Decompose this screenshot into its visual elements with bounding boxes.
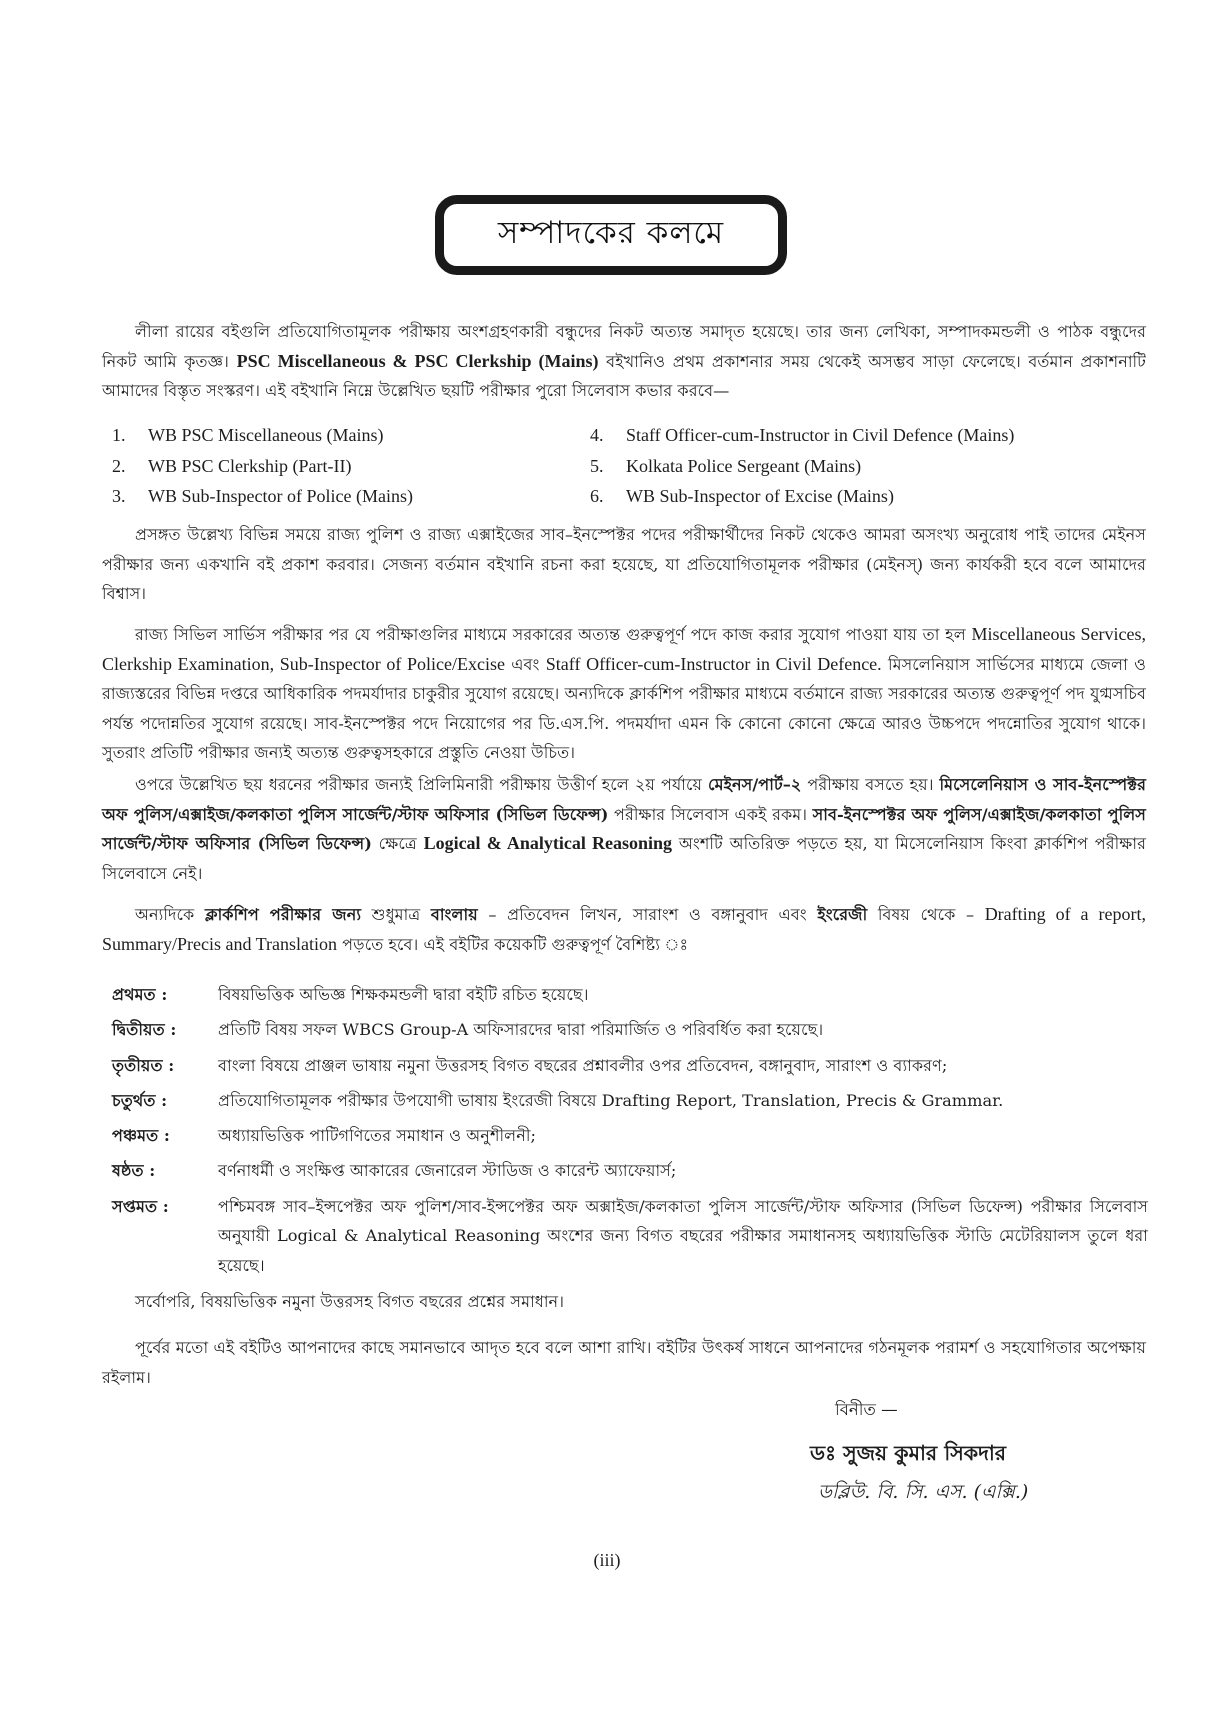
intro-bold-title: PSC Miscellaneous & PSC Clerkship (Mains) <box>236 350 599 371</box>
signature-block <box>810 1397 1090 1510</box>
feature-text: বিষয়ভিত্তিক অভিজ্ঞ শিক্ষকমন্ডলী দ্বারা বইটি রচিত হয়েছে। <box>218 985 589 1004</box>
feature-label: চতুর্থত : <box>112 1090 168 1110</box>
page-title: সম্পাদকের কলমে <box>497 215 725 251</box>
para3-text-2: এবং <box>504 654 546 674</box>
para5-text-5: পড়তে হবে। এই বইটির কয়েকটি গুরুত্বপূর্ণ বৈশিষ্ট্য ঃ <box>337 934 689 954</box>
exam-label: WB Sub-Inspector of Excise (Mains) <box>626 486 894 506</box>
exam-number: 3. <box>112 486 126 506</box>
para4-text-5: অংশটি অতিরিক্ত পড়তে হয়, যা মিসেলেনিয়াস কিংবা ক্লার্কশিপ পরীক্ষার সিলেবাসে নেই। <box>102 834 1147 883</box>
para3-latin-2: Staff Officer-cum-Instructor in Civil Defence. <box>545 653 882 674</box>
exam-item <box>112 481 413 512</box>
para4-text-1: ওপরে উল্লেখিত ছয় ধরনের পরীক্ষার জন্যই প্রিলিমিনারী পরীক্ষায় উত্তীর্ণ হলে ২য় পর্যায়ে <box>135 775 709 794</box>
feature-label: সপ্তমত : <box>112 1196 169 1216</box>
para4-text-3: পরীক্ষার সিলেবাস একই রকম। <box>608 804 813 824</box>
exam-label: Staff Officer-cum-Instructor in Civil Defence (Mains) <box>626 425 1015 445</box>
para3-text-1: রাজ্য সিভিল সার্ভিস পরীক্ষার পর যে পরীক্ষাগুলির মাধ্যমে সরকারের অত্যন্ত গুরুত্বপূর্ণ পদে কাজ করার সুযোগ পাওয়া যায় তা হল <box>135 625 972 644</box>
exam-item <box>112 420 413 451</box>
paragraph-summary: সর্বোপরি, বিষয়ভিত্তিক নমুনা উত্তরসহ বিগত বছরের প্রশ্নের সমাধান। <box>135 1292 565 1311</box>
para4-text-2: পরীক্ষায় বসতে হয়। <box>801 775 940 794</box>
para5-bold-1: ক্লার্কশিপ পরীক্ষার জন্য <box>204 905 362 924</box>
para5-text-2: শুধুমাত্র <box>361 905 431 924</box>
page-number: (iii) <box>593 1550 621 1570</box>
exam-item <box>112 451 413 482</box>
exam-list-right <box>590 420 1014 512</box>
intro-text-2: বইখানিও প্রথম প্রকাশনার সময় থেকেই অসম্ভব সাড়া ফেলেছে। বর্তমান প্রকাশনাটি আমাদের বিস্তৃত সংস্করণ। এই বইখানি নিম্নে উল্লেখিত ছয়টি পরীক্ষার পুরো সিলেবাস কভার করবে— <box>102 351 1147 400</box>
exam-item <box>590 451 1014 482</box>
para5-bold-2: বাংলায় <box>430 905 478 924</box>
exam-label: WB PSC Clerkship (Part-II) <box>148 455 352 476</box>
feature-item <box>112 1192 1148 1281</box>
paragraph-requests: প্রসঙ্গত উল্লেখ্য বিভিন্ন সময়ে রাজ্য পুলিশ ও রাজ্য এক্সাইজের সাব–ইনস্পেক্টর পদের পরীক্ষার্থীদের নিকট থেকেও আমরা অসংখ্য অনুরোধ পাই তাদের মেইনস পরীক্ষার জন্য একখানি বই প্রকাশ করবার। সেজন্য বর্তমান বইখানি রচনা করা হয়েছে, যা প্রতিযোগিতামূলক পরীক্ষার (মেইনস্) জন্য কার্যকরী হবে বলে আমাদের বিশ্বাস। <box>102 525 1146 603</box>
exam-label: WB PSC Miscellaneous (Mains) <box>148 425 384 445</box>
exam-item <box>590 420 1014 451</box>
exam-list-left <box>112 420 413 512</box>
author-name: ডঃ সুজয় কুমার সিকদার <box>810 1441 1007 1465</box>
intro-text-1: লীলা রায়ের বইগুলি প্রতিযোগিতামূলক পরীক্ষায় অংশগ্রহণকারী বন্ধুদের নিকট অত্যন্ত সমাদৃত হয়েছে। তার জন্য লেখিকা, সম্পাদকমন্ডলী ও পাঠক বন্ধুদের নিকট আমি কৃতজ্ঞ। <box>102 322 1146 371</box>
feature-item <box>112 980 1148 1010</box>
exam-label: Kolkata Police Sergeant (Mains) <box>626 455 862 476</box>
page-title-box <box>435 195 787 275</box>
exam-item <box>590 481 1014 512</box>
exam-number: 6. <box>590 486 604 506</box>
feature-label: ষষ্ঠত : <box>112 1161 156 1181</box>
feature-item <box>112 1051 1148 1081</box>
feature-text: বাংলা বিষয়ে প্রাঞ্জল ভাষায় নমুনা উত্তরসহ বিগত বছরের প্রশ্নাবলীর ওপর প্রতিবেদন, বঙ্গানুবাদ, সারাংশ ও ব্যাকরণ; <box>218 1055 948 1075</box>
feature-item <box>112 1156 1148 1186</box>
exam-number: 2. <box>112 455 126 476</box>
feature-label: দ্বিতীয়ত : <box>112 1020 177 1040</box>
intro-paragraph <box>102 317 1146 406</box>
para4-bold-4: Logical & Analytical Reasoning <box>423 833 673 853</box>
exam-number: 5. <box>590 455 604 476</box>
feature-label: তৃতীয়ত : <box>112 1055 175 1075</box>
exam-number: 1. <box>112 425 126 445</box>
feature-text: পশ্চিমবঙ্গ সাব–ইন্সপেক্টর অফ পুলিশ/সাব-ইন্সপেক্টর অফ অক্সাইজ/কলকাতা পুলিস সার্জেন্ট/স্টাফ অফিসার (সিভিল ডিফেন্স) পরীক্ষার সিলেবাস অনুযায়ী Logical & Analytical Reasoning অংশের জন্য বিগত বছরের পরীক্ষার সমাধানসহ অধ্যায়ভিত্তিক স্টাডি মেটেরিয়ালস তুলে ধরা হয়েছে। <box>218 1196 1148 1275</box>
para3-text-3: মিসলেনিয়াস সার্ভিসের মাধ্যমে জেলা ও রাজ্যস্তরের বিভিন্ন দপ্তরে আধিকারিক পদমর্যাদার চাকুরীর সুযোগ রয়েছে। অন্যদিকে ক্লার্কশিপ পরীক্ষার মাধ্যমে বর্তমানে রাজ্য সরকারের অত্যন্ত গুরুত্বপূর্ণ পদ যুগ্মসচিব পর্যন্ত পদোন্নতির সুযোগ রয়েছে। সাব-ইনস্পেক্টর পদে নিয়োগের পর ডি.এস.পি. পদমর্যাদা এমন কি কোনো কোনো ক্ষেত্রে আরও উচ্চপদে পদন্নোতির সুযোগ থাকে। সুতরাং প্রতিটি পরীক্ষার জন্যই অত্যন্ত গুরুত্বসহকারে প্রস্তুতি নেওয়া উচিত। <box>102 654 1147 762</box>
feature-text: প্রতিটি বিষয় সফল WBCS Group-A অফিসারদের দ্বারা পরিমার্জিত ও পরিবর্ধিত করা হয়েছে। <box>218 1020 824 1040</box>
para5-text-1: অন্যদিকে <box>135 905 205 924</box>
para5-text-4: বিষয় থেকে – <box>867 905 985 924</box>
para4-bold-2: মিসেলেনিয়াস ও সাব-ইনস্পেক্টর অফ পুলিস/এক্সাইজ/কলকাতা পুলিস সার্জেন্ট/স্টাফ অফিসার (সিভিল ডিফেন্স) <box>102 775 1146 824</box>
paragraph-syllabus <box>102 770 1146 888</box>
feature-text: প্রতিযোগিতামূলক পরীক্ষার উপযোগী ভাষায় ইংরেজী বিষয়ে Drafting Report, Translation, Precis & Grammar. <box>218 1090 1004 1110</box>
feature-text: অধ্যায়ভিত্তিক পাটিগণিতের সমাধান ও অনুশীলনী; <box>218 1126 536 1146</box>
feature-text: বর্ণনাধর্মী ও সংক্ষিপ্ত আকারের জেনারেল স্টাডিজ ও কারেন্ট অ্যাফেয়ার্স; <box>218 1161 677 1181</box>
para5-bold-3: ইংরেজী <box>817 905 868 924</box>
para4-text-4: ক্ষেত্রে <box>371 834 424 853</box>
exam-label: WB Sub-Inspector of Police (Mains) <box>148 486 413 506</box>
feature-item <box>112 1121 1148 1151</box>
feature-list <box>112 980 1148 1286</box>
para5-text-3: – প্রতিবেদন লিখন, সারাংশ ও বঙ্গানুবাদ এবং <box>477 905 818 924</box>
paragraph-clerkship <box>102 900 1146 959</box>
exam-number: 4. <box>590 425 604 445</box>
paragraph-closing: পূর্বের মতো এই বইটিও আপনাদের কাছে সমানভাবে আদৃত হবে বলে আশা রাখি। বইটির উৎকর্ষ সাধনে আপনাদের গঠনমূলক পরামর্শ ও সহযোগিতার অপেক্ষায় রইলাম। <box>102 1338 1146 1387</box>
para4-bold-3: সাব-ইনস্পেক্টর অফ পুলিস/এক্সাইজ/কলকাতা পুলিস সার্জেন্ট/স্টাফ অফিসার (সিভিল ডিফেন্স) <box>102 804 1146 853</box>
signoff-closing: বিনীত — <box>835 1400 898 1419</box>
feature-label: পঞ্চমত : <box>112 1126 170 1146</box>
para5-latin-1: Drafting of a report, Summary/Precis and Translation <box>102 904 1146 954</box>
feature-item <box>112 1086 1148 1116</box>
paragraph-exam-scope <box>102 620 1146 768</box>
para4-bold-1: মেইনস/পার্ট–২ <box>708 775 802 794</box>
author-title: ডব্লিউ. বি. সি. এস. (এক্সি.) <box>818 1481 1029 1503</box>
feature-label: প্রথমত : <box>112 985 168 1004</box>
feature-item <box>112 1015 1148 1045</box>
para3-latin-1: Miscellaneous Services, Clerkship Examination, Sub-Inspector of Police/Excise <box>102 624 1147 674</box>
